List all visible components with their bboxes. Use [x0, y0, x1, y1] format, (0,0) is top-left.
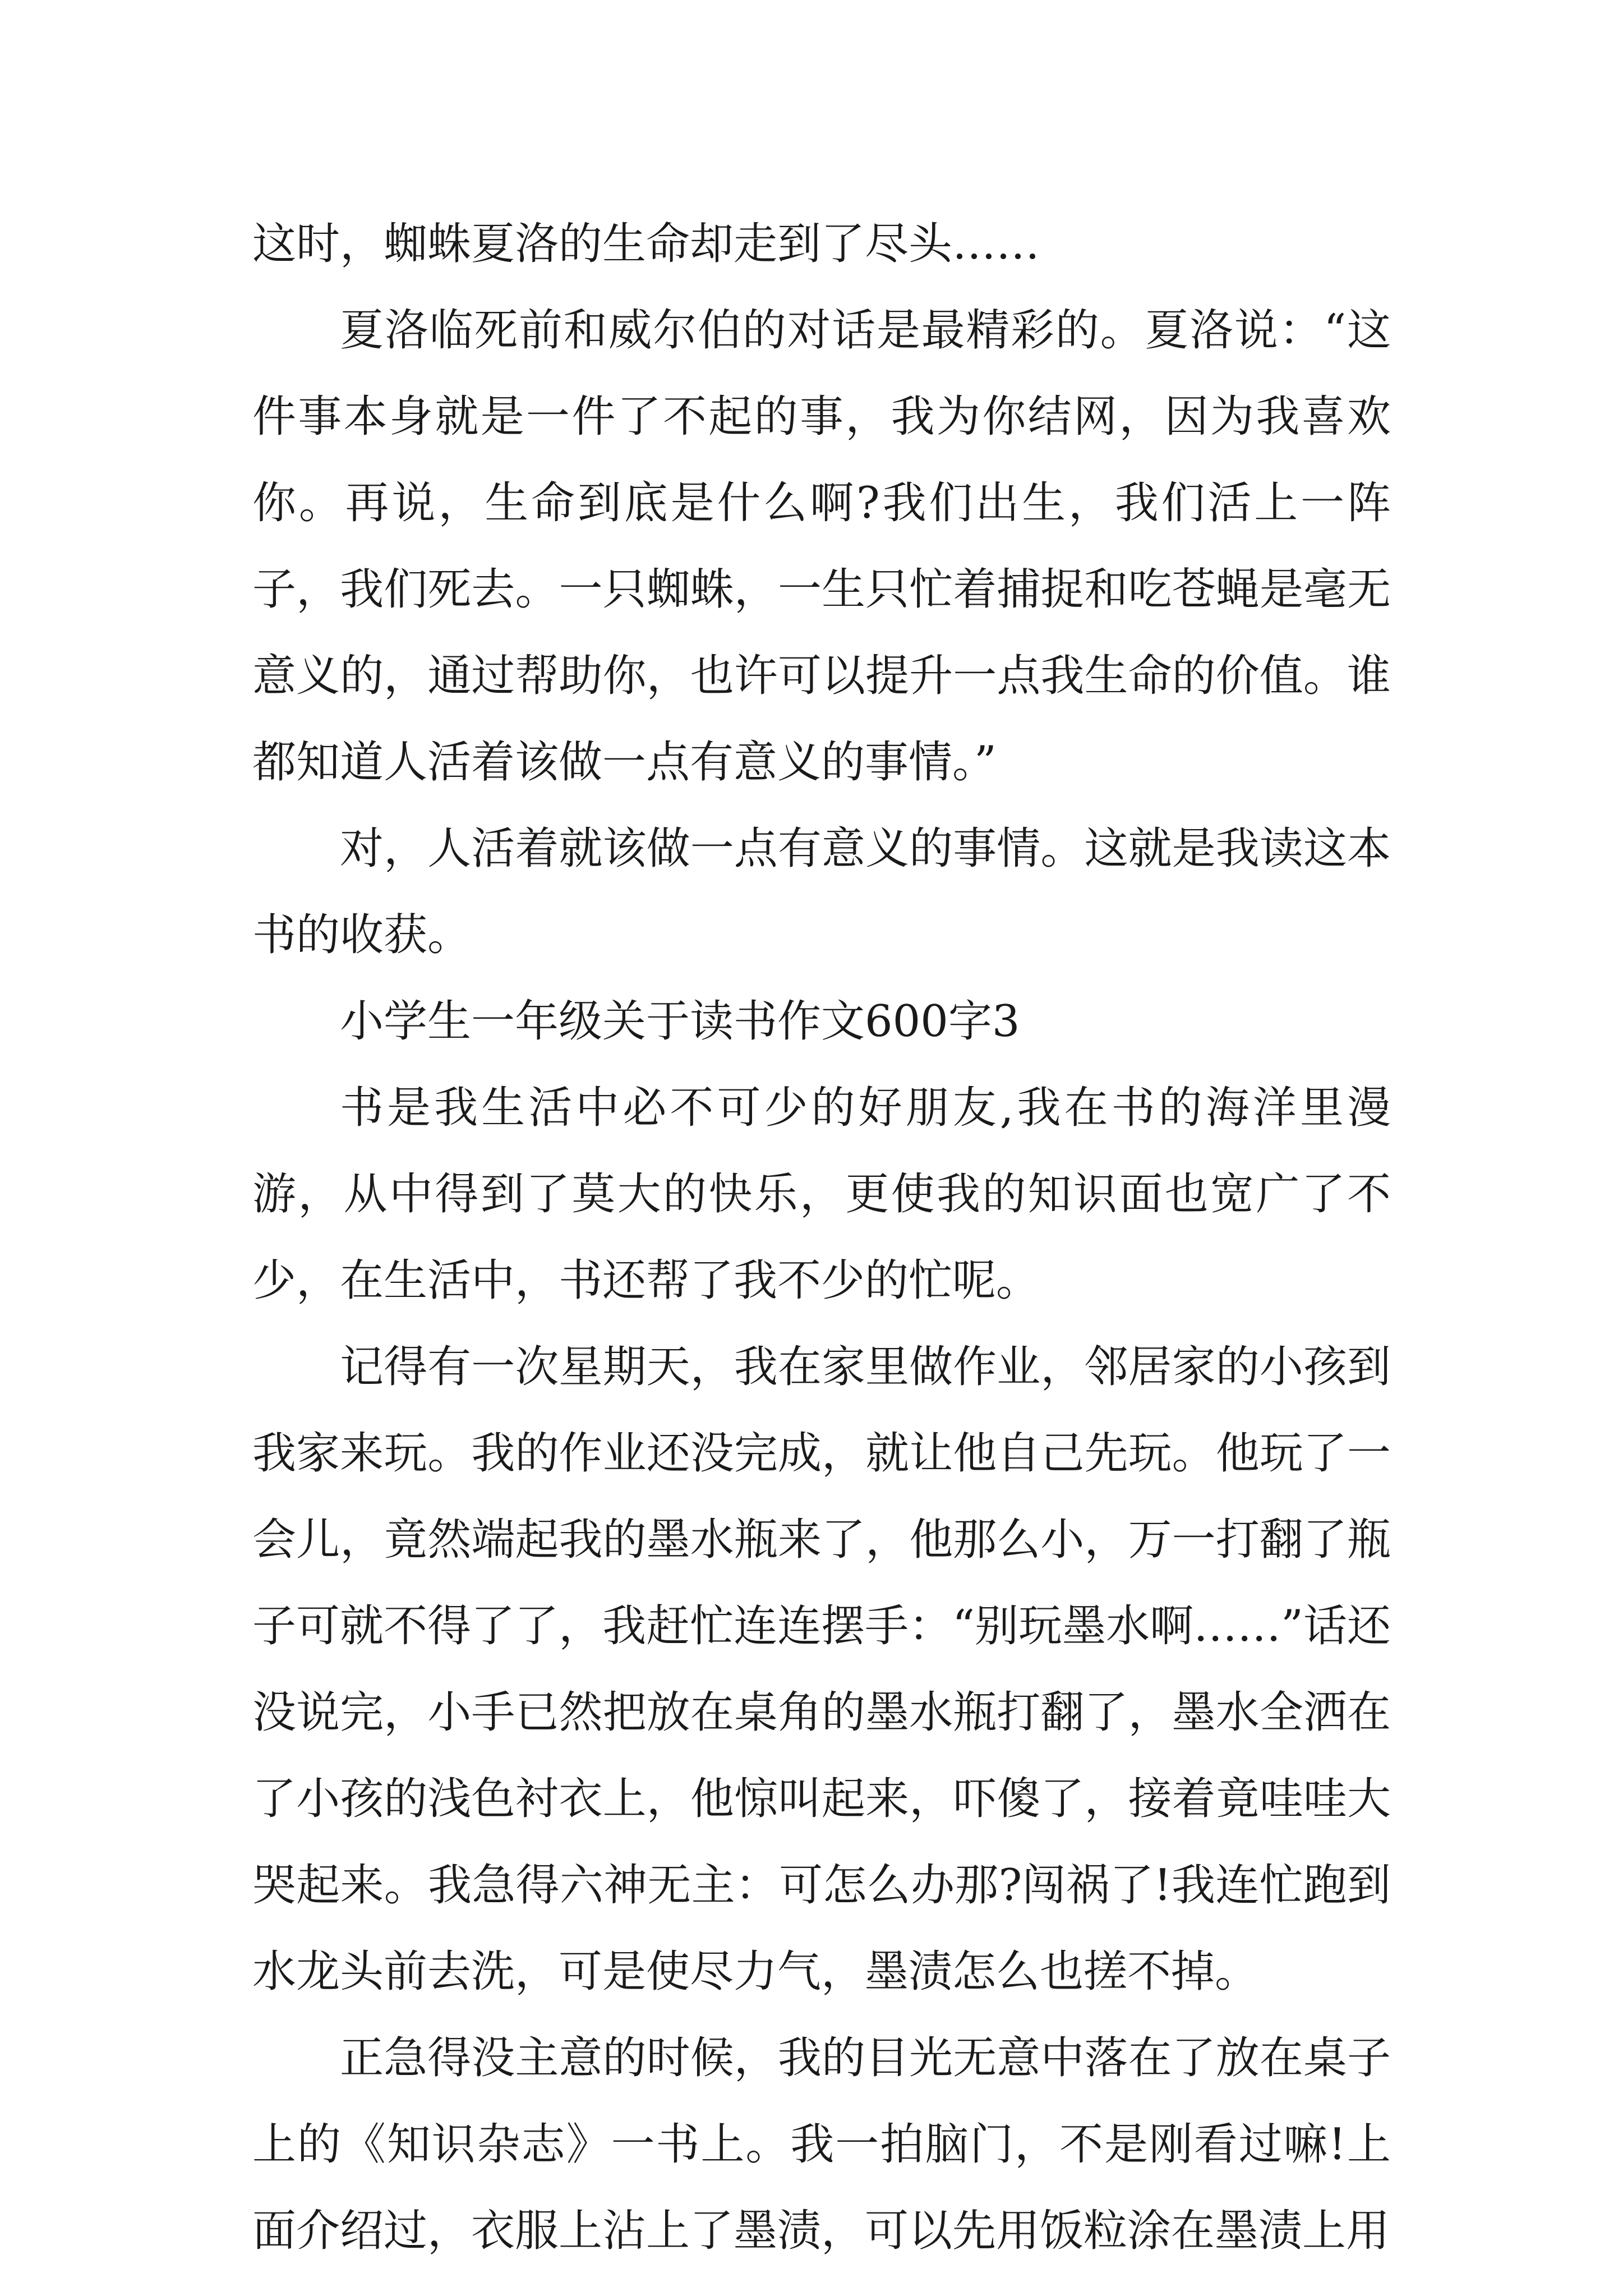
paragraph-6: 正急得没主意的时候，我的目光无意中落在了放在桌子上的《知识杂志》一书上。我一拍脑门，不是刚看过嘛!上面介绍过，衣服上沾上了墨渍，可以先用饭粒涂在墨渍上用	[252, 2033, 1391, 2256]
paragraph-3: 对，人活着就该做一点有意义的事情。这就是我读这本书的收获。	[252, 823, 1391, 960]
essay-heading: 小学生一年级关于读书作文600字3	[340, 996, 1020, 1047]
paragraph-1: 这时，蜘蛛夏洛的生命却走到了尽头……	[252, 219, 1040, 269]
paragraph-4: 书是我生活中必不可少的好朋友,我在书的海洋里漫游，从中得到了莫大的快乐，更使我的知识面也宽广了不少，在生活中，书还帮了我不少的忙呢。	[252, 1083, 1391, 1306]
paragraph-5: 记得有一次星期天，我在家里做作业，邻居家的小孩到我家来玩。我的作业还没完成，就让他自己先玩。他玩了一会儿，竟然端起我的墨水瓶来了，他那么小，万一打翻了瓶子可就不得了了，我赶忙连连摆手：“别玩墨水啊……”话还没说完，小手已然把放在桌角的墨水瓶打翻了，墨水全洒在了小孩的浅色衬衣上，他惊叫起来，吓傻了，接着竟哇哇大哭起来。我急得六神无主：可怎么办那?闯祸了!我连忙跑到水龙头前去洗，可是使尽力气，墨渍怎么也搓不掉。	[252, 1342, 1391, 1997]
paragraph-2: 夏洛临死前和威尔伯的对话是最精彩的。夏洛说：“这件事本身就是一件了不起的事，我为你结网，因为我喜欢你。再说，生命到底是什么啊?我们出生，我们活上一阵子，我们死去。一只蜘蛛，一生只忙着捕捉和吃苍蝇是毫无意义的，通过帮助你，也许可以提升一点我生命的价值。谁都知道人活着该做一点有意义的事情。”	[252, 305, 1391, 788]
document-body	[252, 201, 1391, 2274]
